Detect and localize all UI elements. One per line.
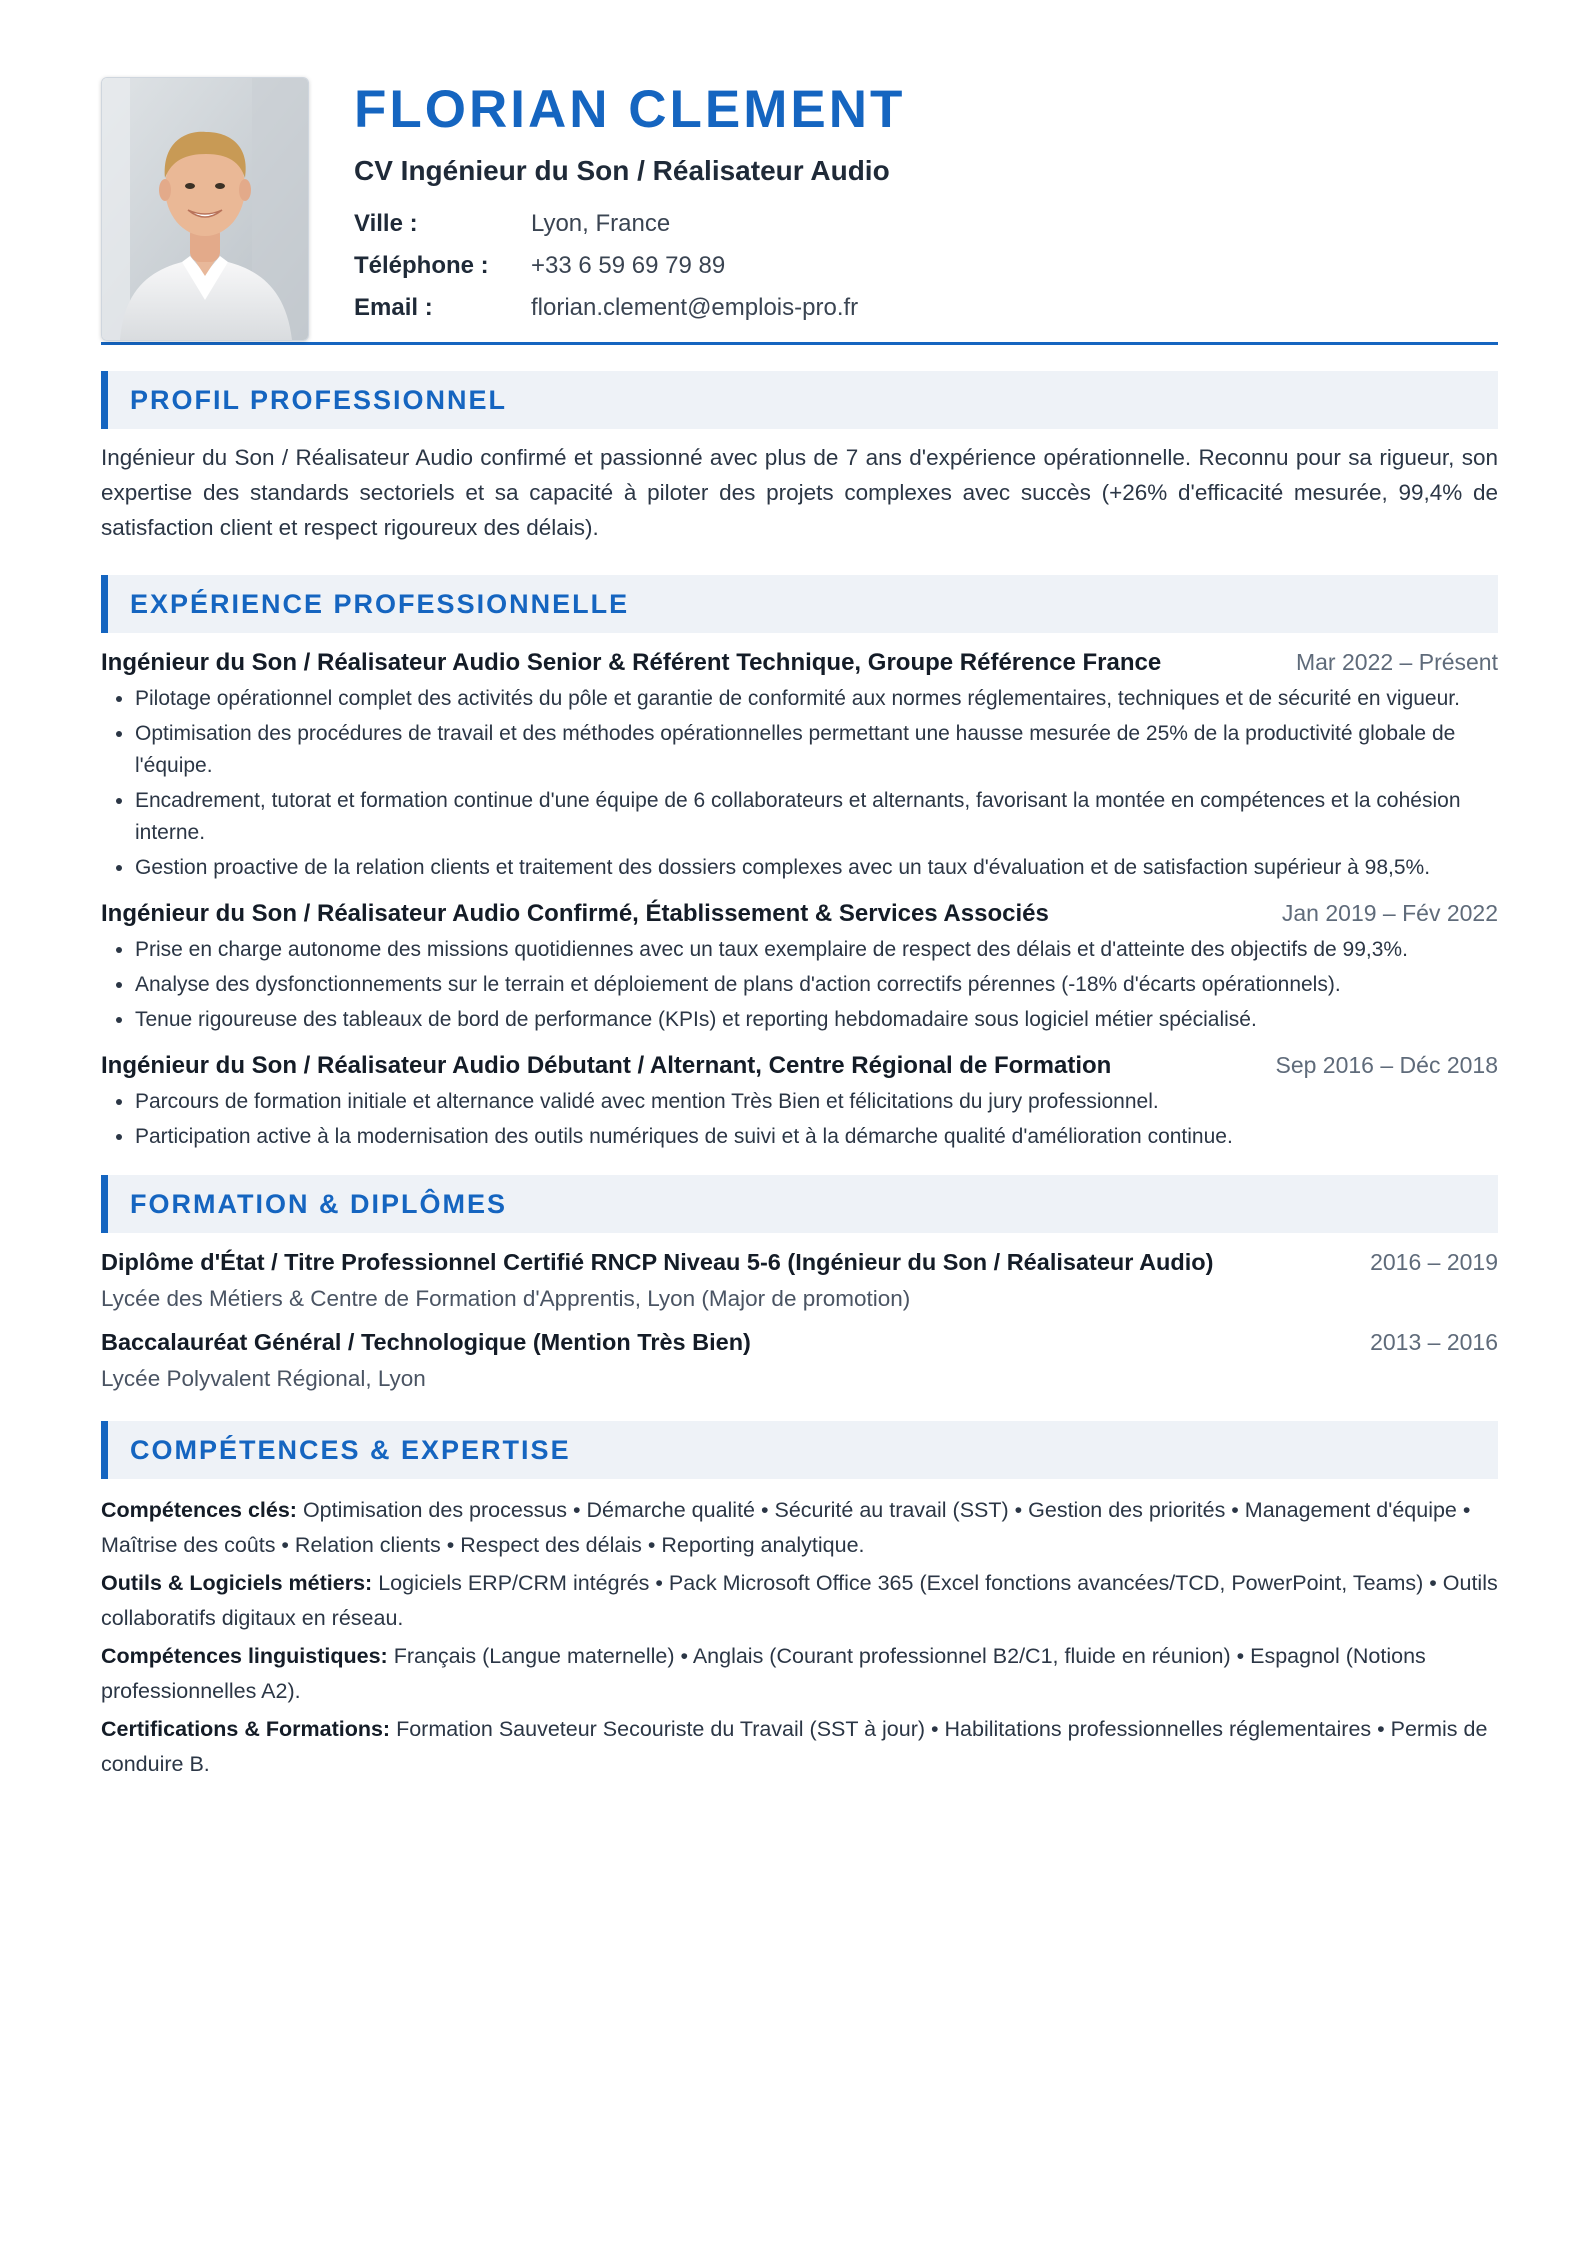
degree-date: 2016 – 2019 — [1370, 1249, 1498, 1275]
job-bullets — [101, 683, 1498, 884]
profile-summary: Ingénieur du Son / Réalisateur Audio confirmé et passionné avec plus de 7 ans d'expérience opérationnelle. Reconnu pour sa rigueur, son expertise des standards sectoriels et sa capacité à piloter des projets complexes avec succès (+26% d'efficacité mesurée, 99,4% de satisfaction client et respect rigoureux des délais). — [101, 445, 1498, 540]
degree-title: Diplôme d'État / Titre Professionnel Certifié RNCP Niveau 5-6 (Ingénieur du Son / Réalisateur Audio) — [101, 1249, 1214, 1275]
education-entry — [101, 1329, 1498, 1393]
section-experience-title — [101, 575, 1498, 633]
section-heading: EXPÉRIENCE PROFESSIONNELLE — [130, 588, 630, 619]
cv-header — [101, 77, 1498, 345]
contact-value: +33 6 59 69 79 89 — [531, 252, 726, 279]
candidate-name: FLORIAN CLEMENT — [354, 80, 906, 139]
job-date: Jan 2019 – Fév 2022 — [1281, 900, 1498, 926]
list-item: • Encadrement, tutorat et formation continue d'une équipe de 6 collaborateurs et alternants, favorisant la montée en compétences et la cohésion interne. — [135, 785, 1498, 849]
cv-subtitle: CV Ingénieur du Son / Réalisateur Audio — [354, 155, 890, 186]
list-item: • Pilotage opérationnel complet des activités du pôle et garantie de conformité aux normes réglementaires, techniques et de sécurité en vigueur. — [135, 683, 1498, 715]
contact-value: florian.clement@emplois-pro.fr — [531, 294, 859, 321]
school-name: Lycée des Métiers & Centre de Formation d'Apprentis, Lyon (Major de promotion) — [101, 1286, 911, 1311]
section-heading: PROFIL PROFESSIONNEL — [130, 384, 508, 415]
job-header — [101, 649, 1498, 677]
skill-line — [101, 1493, 1498, 1563]
section-skills-title — [101, 1421, 1498, 1479]
job-header — [101, 1052, 1498, 1080]
education-header — [101, 1329, 1498, 1356]
contact-label: Ville : — [354, 210, 418, 237]
job-header — [101, 900, 1498, 928]
skill-text: Logiciels ERP/CRM intégrés • Pack Microsoft Office 365 (Excel fonctions avancées/TCD, PowerPoint, Teams) • Outils collaboratifs digitaux en réseau. — [101, 1571, 1498, 1630]
skills-list — [101, 1493, 1498, 1782]
job-title: Ingénieur du Son / Réalisateur Audio Débutant / Alternant, Centre Régional de Formation — [101, 1052, 1112, 1079]
section-profile-title — [101, 371, 1498, 429]
skill-text: Formation Sauveteur Secouriste du Travail (SST à jour) • Habilitations professionnelles réglementaires • Permis de conduire B. — [101, 1717, 1488, 1776]
skill-label: Compétences linguistiques: — [101, 1644, 388, 1668]
job-date: Mar 2022 – Présent — [1295, 649, 1498, 675]
skill-line — [101, 1566, 1498, 1636]
job-entry — [101, 900, 1498, 1036]
skill-line — [101, 1639, 1498, 1709]
job-bullets — [101, 934, 1498, 1036]
skill-line — [101, 1712, 1498, 1782]
job-title: Ingénieur du Son / Réalisateur Audio Confirmé, Établissement & Services Associés — [101, 900, 1049, 927]
skill-label: Outils & Logiciels métiers: — [101, 1571, 373, 1595]
education-entry — [101, 1249, 1498, 1313]
list-item: • Prise en charge autonome des missions quotidiennes avec un taux exemplaire de respect des délais et d'atteinte des objectifs de 99,3%. — [135, 934, 1498, 966]
person-portrait-icon — [102, 78, 308, 340]
contact-label: Téléphone : — [354, 252, 489, 279]
section-heading: FORMATION & DIPLÔMES — [130, 1188, 507, 1219]
list-item: • Gestion proactive de la relation clients et traitement des dossiers complexes avec un taux d'évaluation et de satisfaction supérieur à 98,5%. — [135, 852, 1498, 884]
job-bullets — [101, 1086, 1498, 1153]
list-item: • Parcours de formation initiale et alternance validé avec mention Très Bien et félicitations du jury professionnel. — [135, 1086, 1498, 1118]
job-date: Sep 2016 – Déc 2018 — [1275, 1052, 1498, 1078]
skill-text: Français (Langue maternelle) • Anglais (Courant professionnel B2/C1, fluide en réunion) • Espagnol (Notions professionnelles A2). — [101, 1644, 1426, 1703]
cv-page — [101, 77, 1498, 1782]
education-header — [101, 1249, 1498, 1276]
job-title: Ingénieur du Son / Réalisateur Audio Senior & Référent Technique, Groupe Référence France — [101, 649, 1162, 676]
school-name: Lycée Polyvalent Régional, Lyon — [101, 1366, 426, 1391]
contact-phone — [354, 254, 1498, 296]
contact-city — [354, 212, 1498, 254]
skill-text: Optimisation des processus • Démarche qualité • Sécurité au travail (SST) • Gestion des priorités • Management d'équipe • Maîtrise des coûts • Relation clients • Respect des délais • Reporting analytique. — [101, 1498, 1471, 1557]
list-item: • Participation active à la modernisation des outils numériques de suivi et à la démarche qualité d'amélioration continue. — [135, 1121, 1498, 1153]
section-education-title — [101, 1175, 1498, 1233]
skill-label: Certifications & Formations: — [101, 1717, 391, 1741]
contact-value: Lyon, France — [531, 210, 671, 237]
header-text — [354, 80, 1498, 338]
list-item: • Tenue rigoureuse des tableaux de bord de performance (KPIs) et reporting hebdomadaire sous logiciel métier spécialisé. — [135, 1004, 1498, 1036]
list-item: • Optimisation des procédures de travail et des méthodes opérationnelles permettant une hausse mesurée de 25% de la productivité globale de l'équipe. — [135, 718, 1498, 782]
contact-list — [354, 212, 1498, 338]
job-entry — [101, 649, 1498, 884]
degree-date: 2013 – 2016 — [1370, 1329, 1498, 1355]
contact-label: Email : — [354, 294, 433, 321]
degree-title: Baccalauréat Général / Technologique (Mention Très Bien) — [101, 1329, 751, 1355]
section-heading: COMPÉTENCES & EXPERTISE — [130, 1434, 571, 1465]
list-item: • Analyse des dysfonctionnements sur le terrain et déploiement de plans d'action correctifs pérennes (-18% d'écarts opérationnels). — [135, 969, 1498, 1001]
skill-label: Compétences clés: — [101, 1498, 297, 1522]
profile-photo — [101, 77, 309, 341]
contact-email — [354, 296, 1498, 338]
job-entry — [101, 1052, 1498, 1153]
